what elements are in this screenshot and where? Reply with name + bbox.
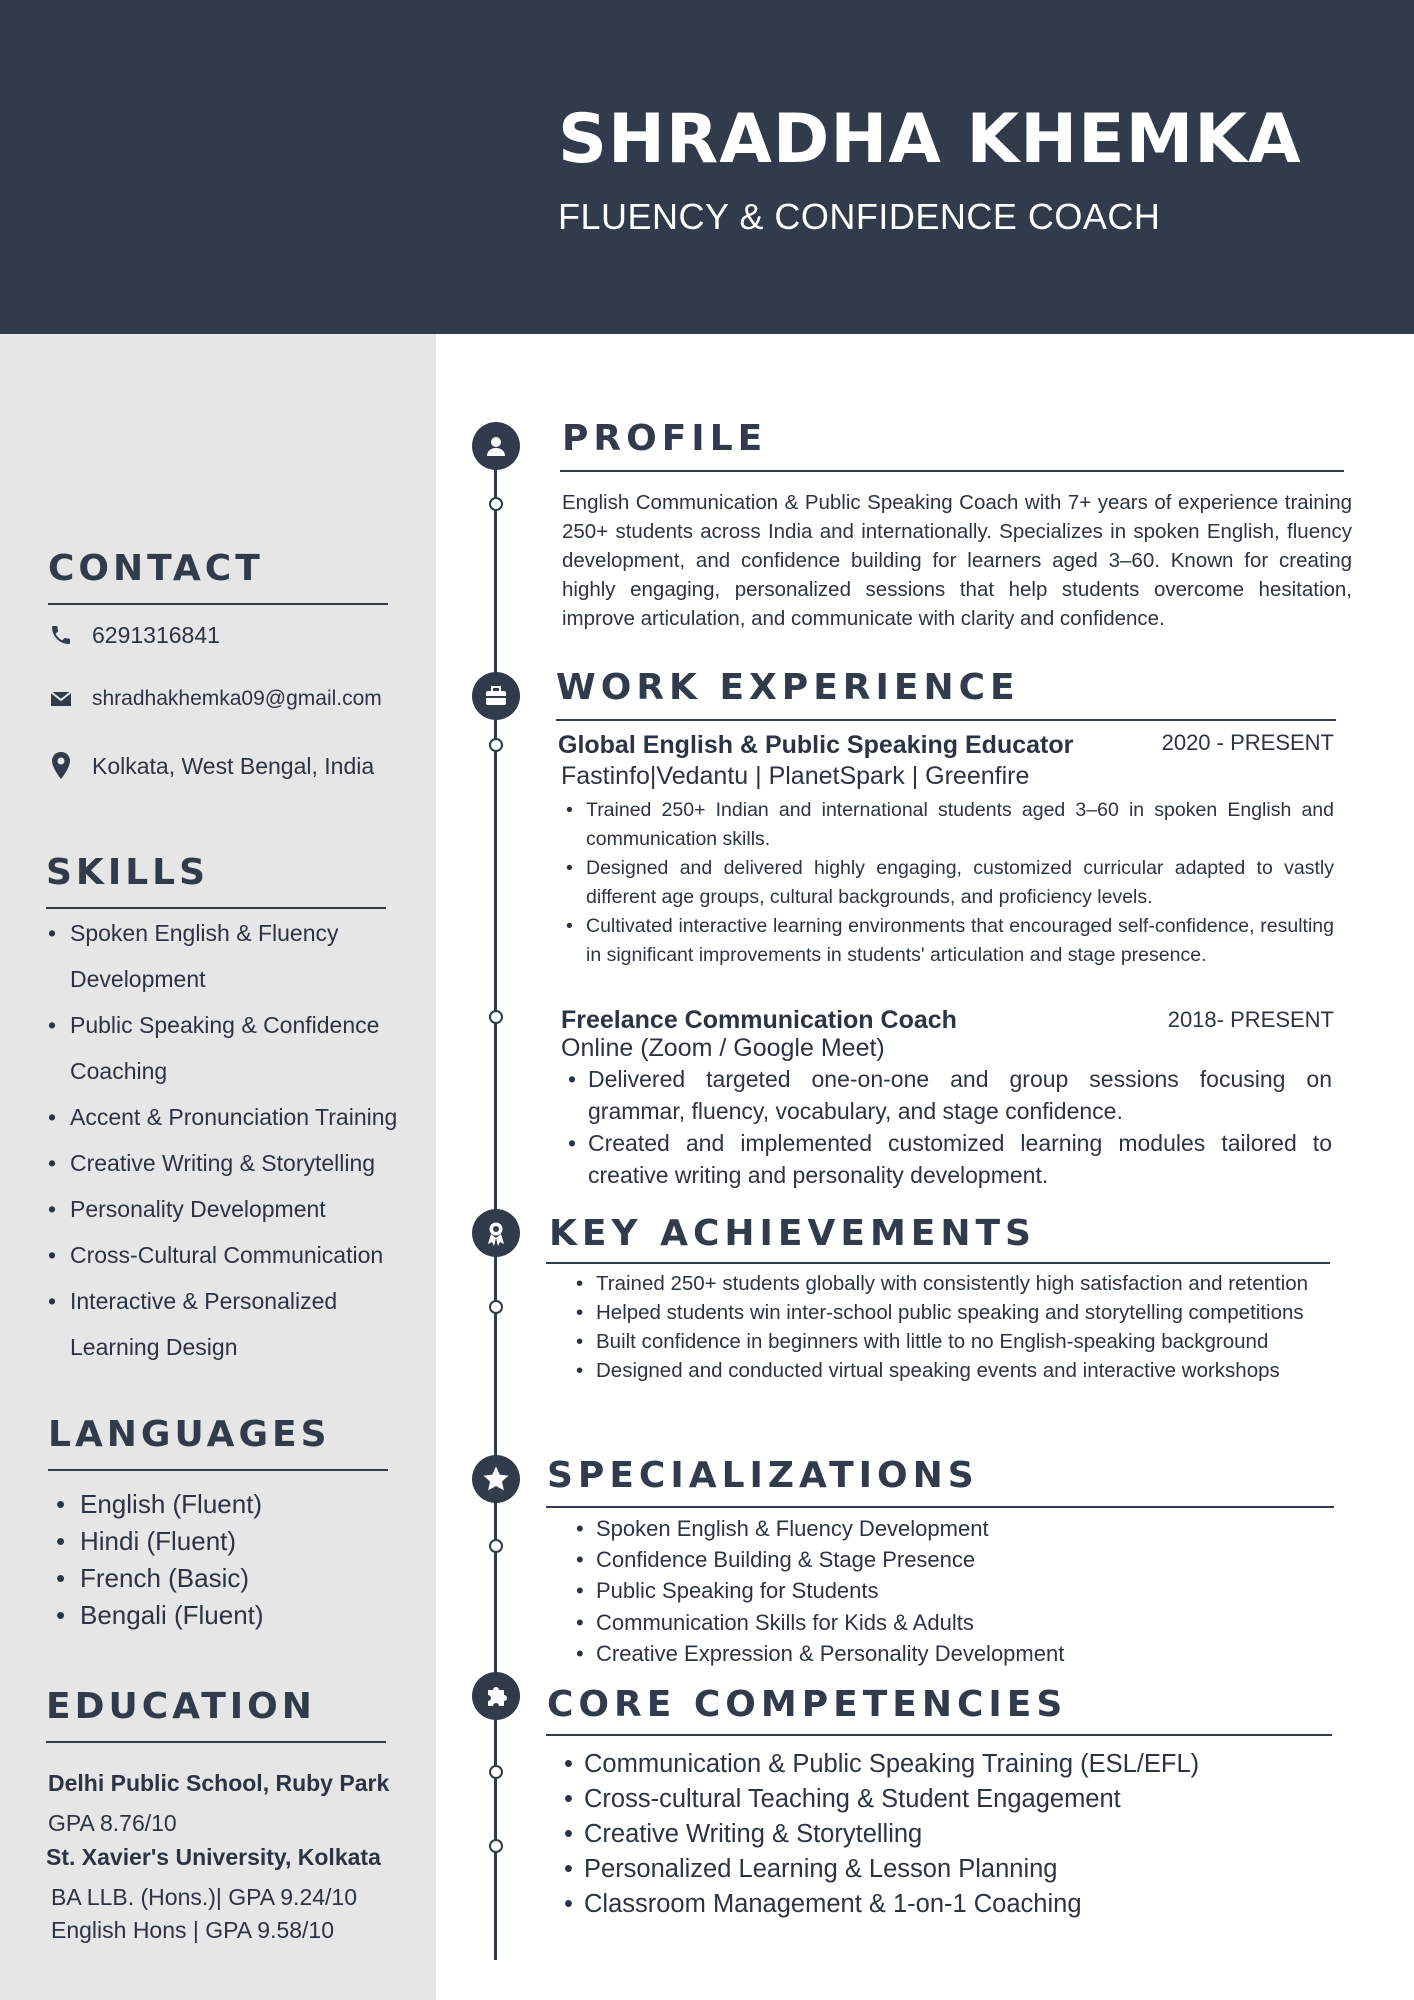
location-pin-icon (46, 751, 76, 781)
list-item: • Public Speaking for Students (574, 1575, 1334, 1606)
achievements-divider (546, 1262, 1330, 1264)
header-banner (0, 0, 1414, 334)
list-item: • Spoken English & Fluency Development (46, 910, 426, 1002)
award-ribbon-icon (472, 1209, 520, 1257)
competencies-heading: CORE COMPETENCIES (547, 1684, 1068, 1725)
school-detail: BA LLB. (Hons.)| GPA 9.24/10 (51, 1884, 357, 1910)
specializations-list (574, 1513, 1334, 1669)
list-item: • Cross-cultural Teaching & Student Engagement (562, 1782, 1342, 1817)
work-heading: WORK EXPERIENCE (556, 667, 1020, 708)
profile-summary: English Communication & Public Speaking Coach with 7+ years of experience training 250+ students across India and internationally. Specializes in spoken English, fluency development, and confidence building for learners aged 3–60. Known for creating highly engaging, personalized sessions that help students overcome hesitation, improve articulation, and communicate with clarity and confidence. (562, 491, 1352, 630)
phone-icon (46, 620, 76, 650)
list-item: • Creative Writing & Storytelling (562, 1817, 1342, 1852)
timeline-dot (489, 1010, 503, 1024)
list-item: • Delivered targeted one-on-one and group sessions focusing on grammar, fluency, vocabulary, and stage confidence. (566, 1063, 1332, 1127)
location-text: Kolkata, West Bengal, India (92, 752, 375, 779)
education-divider (46, 1741, 386, 1743)
candidate-name: SHRADHA KHEMKA (558, 100, 1302, 179)
list-item: • Personalized Learning & Lesson Planning (562, 1852, 1342, 1887)
languages-divider (48, 1469, 388, 1471)
timeline-line (494, 430, 497, 1960)
specializations-divider (546, 1506, 1334, 1508)
mail-icon (46, 684, 76, 714)
timeline-dot (489, 1765, 503, 1779)
list-item: • Hindi (Fluent) (56, 1523, 264, 1560)
list-item: • Cross-Cultural Communication (46, 1232, 426, 1278)
timeline-dot (489, 497, 503, 511)
email-address[interactable]: shradhakhemka09@gmail.com (92, 687, 382, 710)
contact-divider (48, 603, 388, 605)
list-item: • Communication & Public Speaking Training (ESL/EFL) (562, 1747, 1342, 1782)
work-divider (556, 719, 1336, 721)
timeline-dot (489, 1539, 503, 1553)
list-item: • Bengali (Fluent) (56, 1597, 264, 1634)
list-item: • Communication Skills for Kids & Adults (574, 1607, 1334, 1638)
list-item: • Creative Writing & Storytelling (46, 1140, 426, 1186)
user-icon (472, 422, 520, 470)
job-dates: 2020 - PRESENT (1161, 730, 1334, 755)
list-item: • Accent & Pronunciation Training (46, 1094, 426, 1140)
achievements-heading: KEY ACHIEVEMENTS (549, 1213, 1036, 1254)
education-heading: EDUCATION (46, 1686, 316, 1727)
timeline-dot (489, 738, 503, 752)
job-bullets (566, 1063, 1332, 1191)
list-item: • Trained 250+ Indian and international students aged 3–60 in spoken English and communication skills. (564, 796, 1334, 854)
contact-location (46, 751, 374, 781)
competencies-divider (546, 1734, 1332, 1736)
school-name: Delhi Public School, Ruby Park (48, 1770, 390, 1796)
languages-list (56, 1486, 264, 1634)
profile-divider (560, 470, 1344, 472)
contact-phone (46, 620, 220, 650)
list-item: • Public Speaking & Confidence Coaching (46, 1002, 426, 1094)
school-detail: English Hons | GPA 9.58/10 (51, 1917, 334, 1943)
list-item: • French (Basic) (56, 1560, 264, 1597)
skills-divider (46, 907, 386, 909)
list-item: • Designed and delivered highly engaging, customized curricular adapted to vastly different age groups, cultural backgrounds, and proficiency levels. (564, 854, 1334, 912)
list-item: • Creative Expression & Personality Development (574, 1638, 1334, 1669)
puzzle-icon (472, 1672, 520, 1720)
timeline-dot (489, 1300, 503, 1314)
list-item: • Classroom Management & 1-on-1 Coaching (562, 1887, 1342, 1922)
competencies-list (562, 1747, 1342, 1922)
list-item: • Created and implemented customized learning modules tailored to creative writing and personality development. (566, 1127, 1332, 1191)
list-item: • Personality Development (46, 1186, 426, 1232)
job-title: Global English & Public Speaking Educator (558, 731, 1074, 759)
profile-heading: PROFILE (562, 418, 768, 459)
specializations-heading: SPECIALIZATIONS (547, 1455, 979, 1496)
contact-email (46, 684, 382, 714)
job-dates: 2018- PRESENT (1167, 1007, 1334, 1032)
candidate-title: FLUENCY & CONFIDENCE COACH (558, 196, 1161, 237)
list-item: • Designed and conducted virtual speaking events and interactive workshops (574, 1356, 1352, 1385)
list-item: • English (Fluent) (56, 1486, 264, 1523)
list-item: • Cultivated interactive learning environments that encouraged self-confidence, resulting in significant improvements in students' articulation and stage presence. (564, 912, 1334, 970)
job-bullets (564, 796, 1334, 970)
school-name: St. Xavier's University, Kolkata (46, 1844, 381, 1870)
list-item: • Built confidence in beginners with little to no English-speaking background (574, 1327, 1352, 1356)
list-item: • Trained 250+ students globally with consistently high satisfaction and retention (574, 1269, 1352, 1298)
achievements-list (574, 1269, 1352, 1385)
job-organization: Fastinfo|Vedantu | PlanetSpark | Greenfire (561, 762, 1030, 790)
list-item: • Confidence Building & Stage Presence (574, 1544, 1334, 1575)
job-organization: Online (Zoom / Google Meet) (561, 1034, 885, 1062)
star-icon (472, 1455, 520, 1503)
contact-heading: CONTACT (48, 548, 264, 589)
list-item: • Spoken English & Fluency Development (574, 1513, 1334, 1544)
skills-list (46, 910, 426, 1370)
skills-heading: SKILLS (46, 852, 210, 893)
list-item: • Interactive & Personalized Learning Design (46, 1278, 426, 1370)
job-title: Freelance Communication Coach (561, 1006, 957, 1034)
briefcase-icon (472, 672, 520, 720)
list-item: • Helped students win inter-school public speaking and storytelling competitions (574, 1298, 1352, 1327)
timeline-dot (489, 1839, 503, 1853)
phone-number: 6291316841 (92, 621, 220, 648)
school-detail: GPA 8.76/10 (48, 1810, 177, 1836)
languages-heading: LANGUAGES (48, 1414, 331, 1455)
